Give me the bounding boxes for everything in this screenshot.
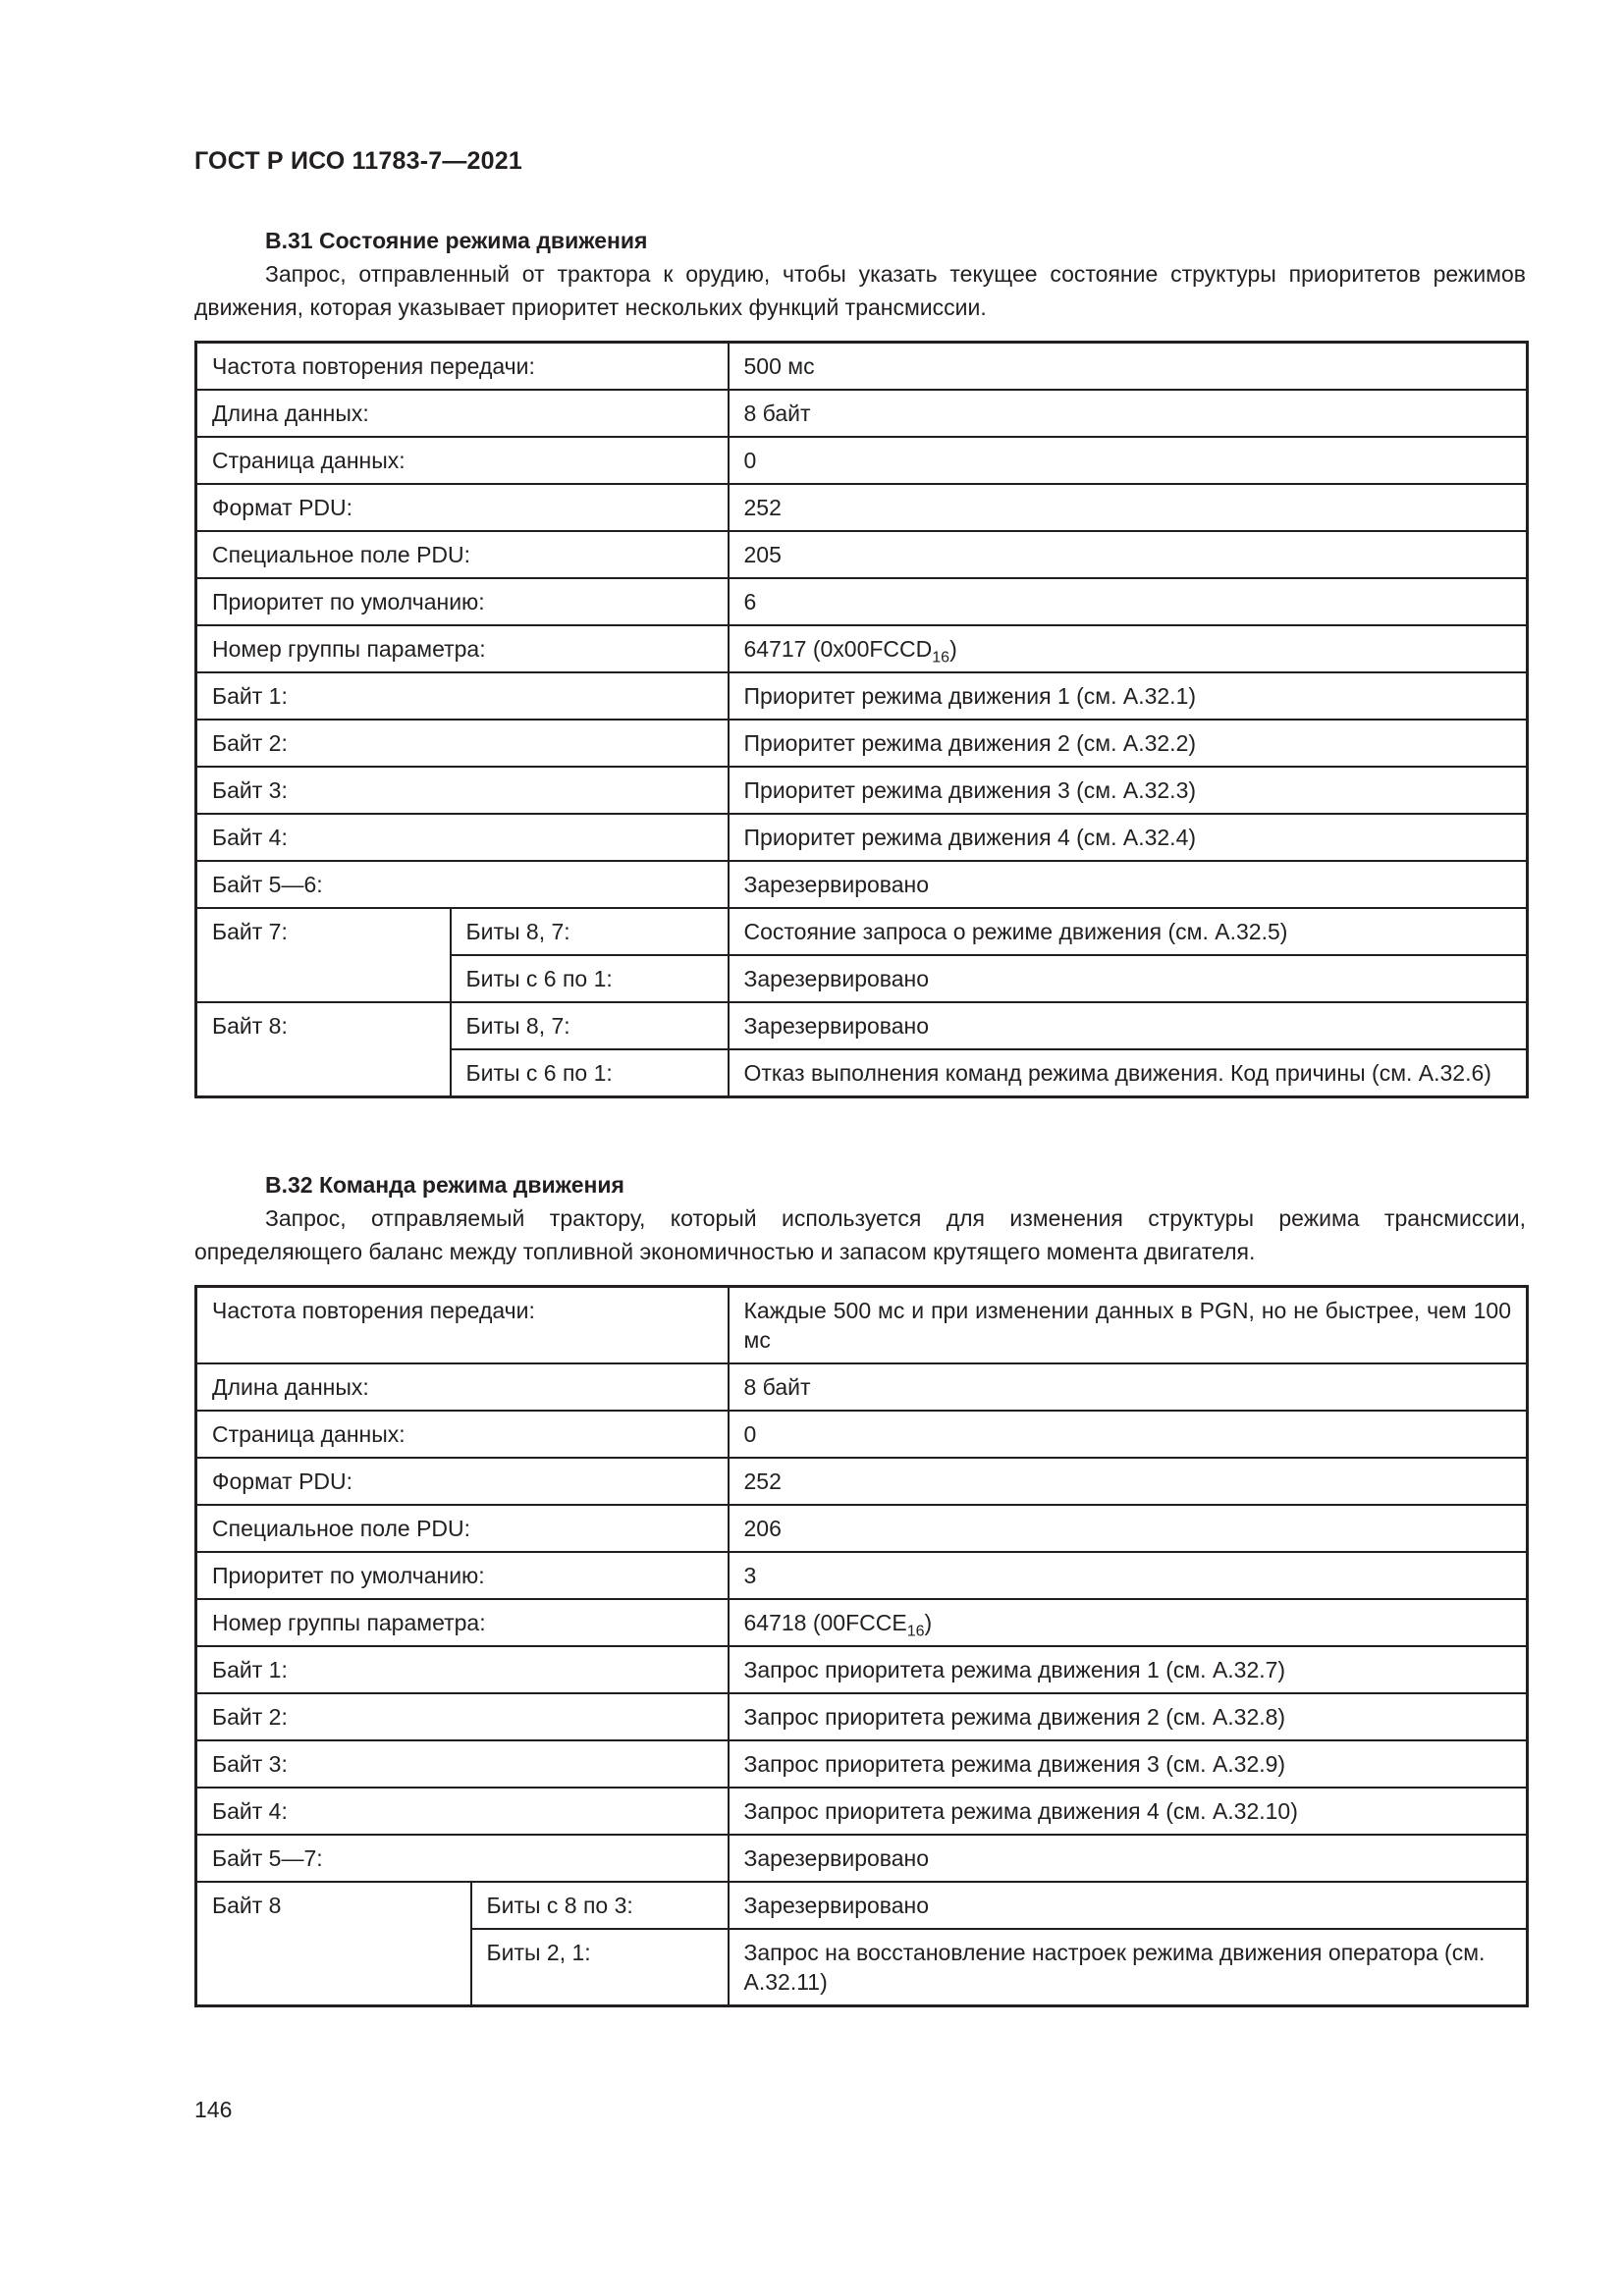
bits-label: Биты 2, 1: [471,1929,729,2006]
table-row [196,767,1528,814]
table-row [196,1646,1528,1693]
row-value: Приоритет режима движения 2 (см. A.32.2) [729,720,1528,767]
row-label: Формат PDU: [196,484,729,531]
bits-value: Зарезервировано [729,1002,1528,1049]
row-label: Байт 2: [196,720,729,767]
table-row [196,1287,1528,1364]
table-row [196,1505,1528,1552]
row-label: Байт 1: [196,1646,729,1693]
section-intro: Запрос, отправленный от трактора к орудию, чтобы указать текущее состояние структуры приоритетов режимов движения, которая указывает приоритет нескольких функций трансмиссии. [194,261,1526,320]
bits-label: Биты с 6 по 1: [451,1049,729,1097]
table-row [196,390,1528,437]
table-row [196,1002,1528,1049]
table-row [196,1458,1528,1505]
row-label: Длина данных: [196,1363,729,1411]
row-value: 6 [729,578,1528,625]
spec-table-b32 [194,1285,1529,2007]
table-row [196,343,1528,391]
row-value [729,625,1528,672]
byte-label: Байт 8: [196,1002,451,1097]
row-value: Зарезервировано [729,1835,1528,1882]
section-b32 [194,1168,1526,2007]
byte-label: Байт 7: [196,908,451,1002]
table-row [196,1835,1528,1882]
table-row [196,861,1528,908]
row-label: Длина данных: [196,390,729,437]
row-label: Байт 5—7: [196,1835,729,1882]
row-label: Приоритет по умолчанию: [196,1552,729,1599]
row-value: Приоритет режима движения 3 (см. A.32.3) [729,767,1528,814]
row-value: Приоритет режима движения 4 (см. A.32.4) [729,814,1528,861]
row-value: 8 байт [729,1363,1528,1411]
row-label: Номер группы параметра: [196,1599,729,1646]
table-row [196,484,1528,531]
row-value: 0 [729,437,1528,484]
section-title: B.32 Команда режима движения [265,1172,624,1198]
row-value: 252 [729,1458,1528,1505]
bits-value: Запрос на восстановление настроек режима движения оператора (см. A.32.11) [729,1929,1528,2006]
row-value: 500 мс [729,343,1528,391]
section-title: B.31 Состояние режима движения [265,228,648,253]
pgn-value: 64717 (0x00FCCD [743,636,933,662]
row-label: Формат PDU: [196,1458,729,1505]
table-row [196,1552,1528,1599]
section-b31 [194,224,1526,1098]
row-value: Каждые 500 мс и при изменении данных в PGN, но не быстрее, чем 100 мс [729,1287,1528,1364]
bits-label: Биты 8, 7: [451,1002,729,1049]
bits-value: Отказ выполнения команд режима движения. Код причины (см. A.32.6) [729,1049,1528,1097]
table-row [196,578,1528,625]
row-label: Специальное поле PDU: [196,1505,729,1552]
table-row [196,1599,1528,1646]
table-row [196,908,1528,955]
row-value: 206 [729,1505,1528,1552]
row-value: 0 [729,1411,1528,1458]
table-row [196,1740,1528,1788]
row-label: Байт 1: [196,672,729,720]
table-row [196,437,1528,484]
pgn-subscript: 16 [932,649,950,667]
section-intro: Запрос, отправляемый трактору, который используется для изменения структуры режима трансмиссии, определяющего баланс между топливной экономичностью и запасом крутящего момента двигателя. [194,1205,1526,1264]
pgn-value: 64718 (00FCCE [743,1610,907,1635]
row-label: Частота повторения передачи: [196,343,729,391]
row-label: Байт 5—6: [196,861,729,908]
pgn-value-end: ) [924,1610,933,1635]
row-value: 205 [729,531,1528,578]
spec-table-b31 [194,341,1529,1098]
row-label: Байт 2: [196,1693,729,1740]
row-value: Запрос приоритета режима движения 4 (см. A.32.10) [729,1788,1528,1835]
row-value: 3 [729,1552,1528,1599]
bits-label: Биты 8, 7: [451,908,729,955]
row-label: Байт 3: [196,1740,729,1788]
bits-label: Биты с 8 по 3: [471,1882,729,1929]
table-row [196,1788,1528,1835]
byte-label: Байт 8 [196,1882,471,2006]
row-label: Приоритет по умолчанию: [196,578,729,625]
row-value: Запрос приоритета режима движения 2 (см. A.32.8) [729,1693,1528,1740]
document-header: ГОСТ Р ИСО 11783-7—2021 [194,147,522,175]
row-value: Приоритет режима движения 1 (см. A.32.1) [729,672,1528,720]
row-label: Байт 3: [196,767,729,814]
table-row [196,531,1528,578]
bits-value: Состояние запроса о режиме движения (см. A.32.5) [729,908,1528,955]
table-row [196,1411,1528,1458]
row-label: Номер группы параметра: [196,625,729,672]
table-row [196,672,1528,720]
bits-value: Зарезервировано [729,1882,1528,1929]
pgn-value-end: ) [949,636,957,662]
table-row [196,720,1528,767]
page-number: 146 [194,2097,233,2122]
table-row [196,1363,1528,1411]
table-row [196,625,1528,672]
table-row [196,1693,1528,1740]
row-label: Страница данных: [196,437,729,484]
row-value: Зарезервировано [729,861,1528,908]
row-label: Частота повторения передачи: [196,1287,729,1364]
row-value [729,1599,1528,1646]
pgn-subscript: 16 [906,1623,925,1640]
row-label: Специальное поле PDU: [196,531,729,578]
row-label: Байт 4: [196,1788,729,1835]
table-row [196,1882,1528,1929]
row-label: Байт 4: [196,814,729,861]
bits-value: Зарезервировано [729,955,1528,1002]
row-label: Страница данных: [196,1411,729,1458]
row-value: 8 байт [729,390,1528,437]
row-value: Запрос приоритета режима движения 1 (см. A.32.7) [729,1646,1528,1693]
table-row [196,814,1528,861]
row-value: Запрос приоритета режима движения 3 (см. A.32.9) [729,1740,1528,1788]
bits-label: Биты с 6 по 1: [451,955,729,1002]
row-value: 252 [729,484,1528,531]
